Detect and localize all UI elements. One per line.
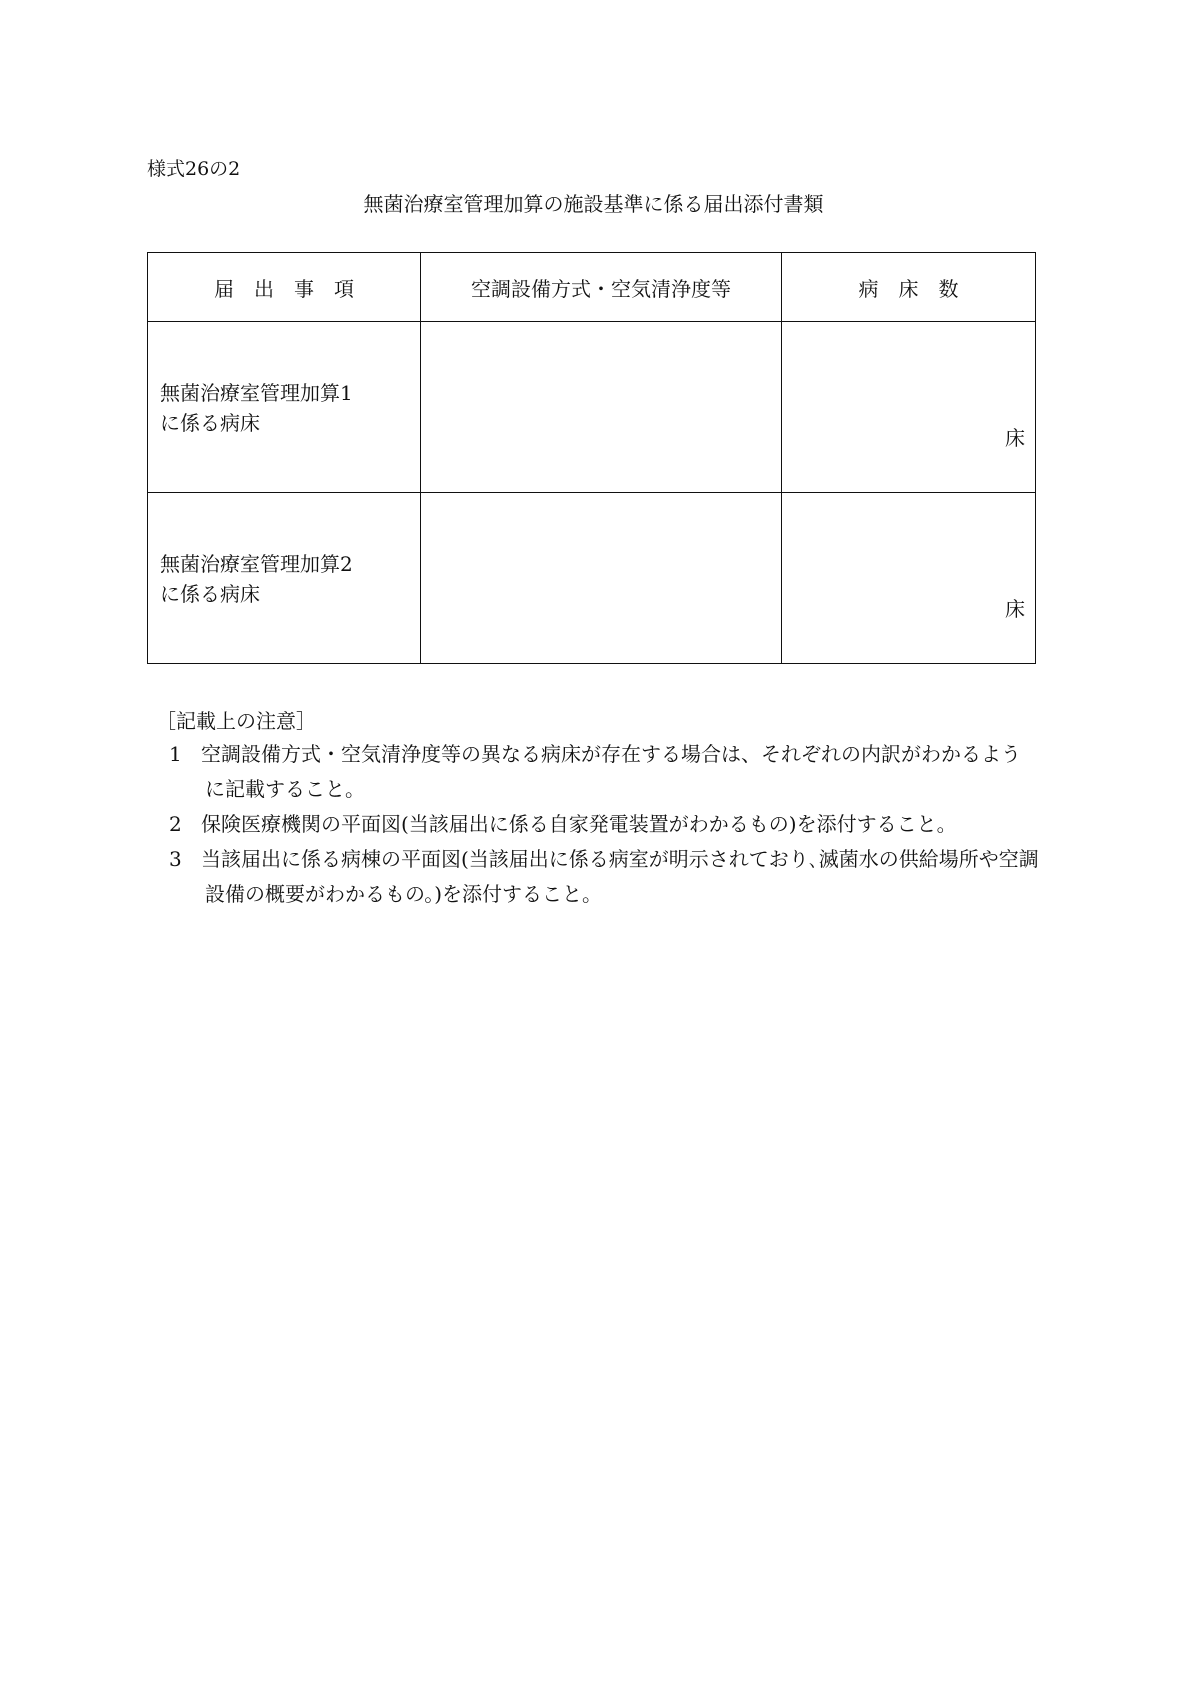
equipment-cell[interactable] (421, 493, 782, 664)
note-number: 2 (169, 812, 182, 836)
note-number: 1 (169, 742, 182, 766)
note-text: 保険医療機関の平面図(当該届出に係る自家発電装置がわかるもの)を添付すること。 (201, 812, 957, 836)
form-number: 様式26の2 (147, 158, 241, 180)
item-cell (148, 493, 421, 664)
notification-table (147, 252, 1036, 664)
header-bed-count: 病 床 数 (782, 253, 1036, 322)
note-text: 空調設備方式・空気清浄度等の異なる病床が存在する場合は、それぞれの内訳がわかるように記載すること。 (201, 742, 1021, 801)
notes-heading: ［記載上の注意］ (156, 709, 316, 733)
bed-unit-label: 床 (1005, 426, 1025, 450)
item-label: 無菌治療室管理加算2 に係る病床 (160, 552, 353, 606)
bed-unit-label: 床 (1005, 597, 1025, 621)
bed-count-cell[interactable] (782, 322, 1036, 493)
header-item: 届 出 事 項 (148, 253, 421, 322)
bed-count-cell[interactable] (782, 493, 1036, 664)
table-header-row (148, 253, 1036, 322)
note-number: 3 (169, 847, 182, 871)
header-equipment: 空調設備方式・空気清浄度等 (421, 253, 782, 322)
equipment-cell[interactable] (421, 322, 782, 493)
note-item (150, 807, 1040, 842)
note-item (150, 842, 1040, 912)
note-item (150, 737, 1040, 807)
table-row (148, 322, 1036, 493)
table-row (148, 493, 1036, 664)
document-title: 無菌治療室管理加算の施設基準に係る届出添付書類 (363, 192, 824, 216)
notes-section (150, 705, 1040, 912)
item-cell (148, 322, 421, 493)
note-text: 当該届出に係る病棟の平面図(当該届出に係る病室が明示されており､滅菌水の供給場所や空調設備の概要がわかるもの。)を添付すること。 (201, 847, 1039, 906)
item-label: 無菌治療室管理加算1 に係る病床 (160, 381, 353, 435)
